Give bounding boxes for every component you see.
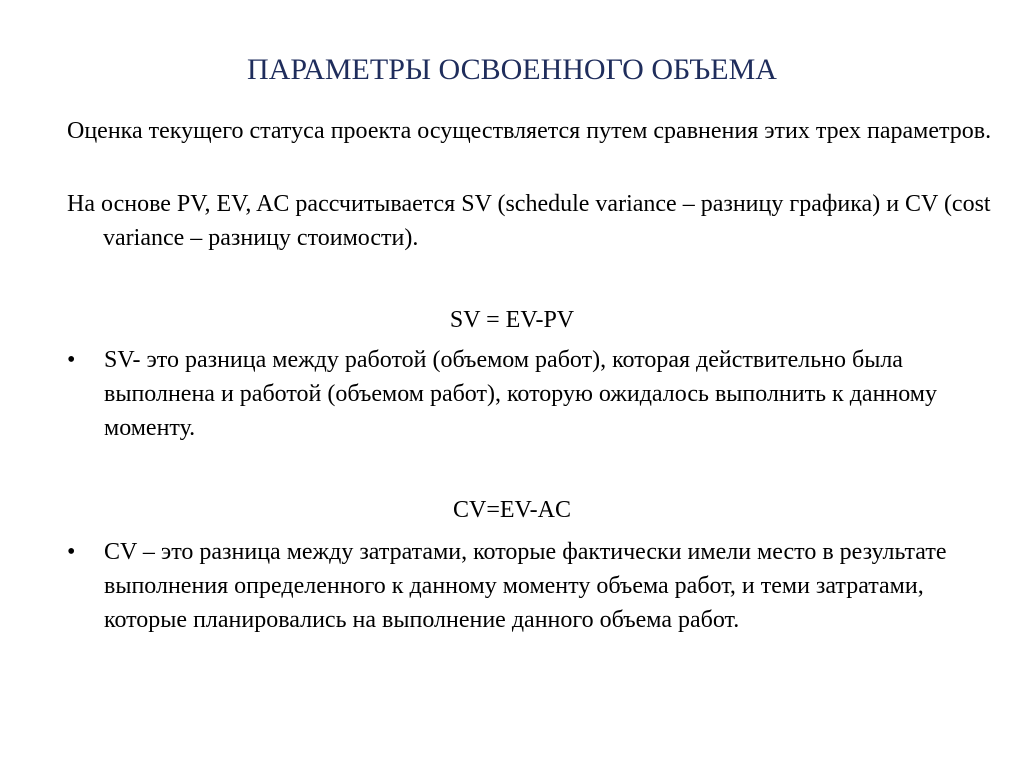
intro-paragraph: Оценка текущего статуса проекта осуществляется путем сравнения этих трех параметров. xyxy=(67,118,992,144)
basis-paragraph: На основе PV, EV, AC рассчитывается SV (schedule variance – разницу графика) и CV (cost variance – разницу стоимости). xyxy=(67,191,991,251)
cv-definition-bullet xyxy=(67,535,967,675)
sv-definition-bullet xyxy=(67,343,967,453)
sv-definition-text: SV- это разница между работой (объемом работ), которая действительно была выполнена и работой (объемом работ), которую ожидалось выполнить к данному моменту. xyxy=(104,347,937,441)
bullet-marker: • xyxy=(67,347,76,373)
slide-title: ПАРАМЕТРЫ ОСВОЕННОГО ОБЪЕМА xyxy=(247,53,777,86)
bullet-marker: • xyxy=(67,539,76,565)
sv-formula: SV = EV-PV xyxy=(449,307,575,333)
cv-definition-text: CV – это разница между затратами, которые фактически имели место в результате выполнения определенного к данному моменту объема работ, и теми затратами, которые планировались на выполнение данного объема работ. xyxy=(104,539,947,633)
cv-formula: CV=EV-AC xyxy=(453,497,571,523)
